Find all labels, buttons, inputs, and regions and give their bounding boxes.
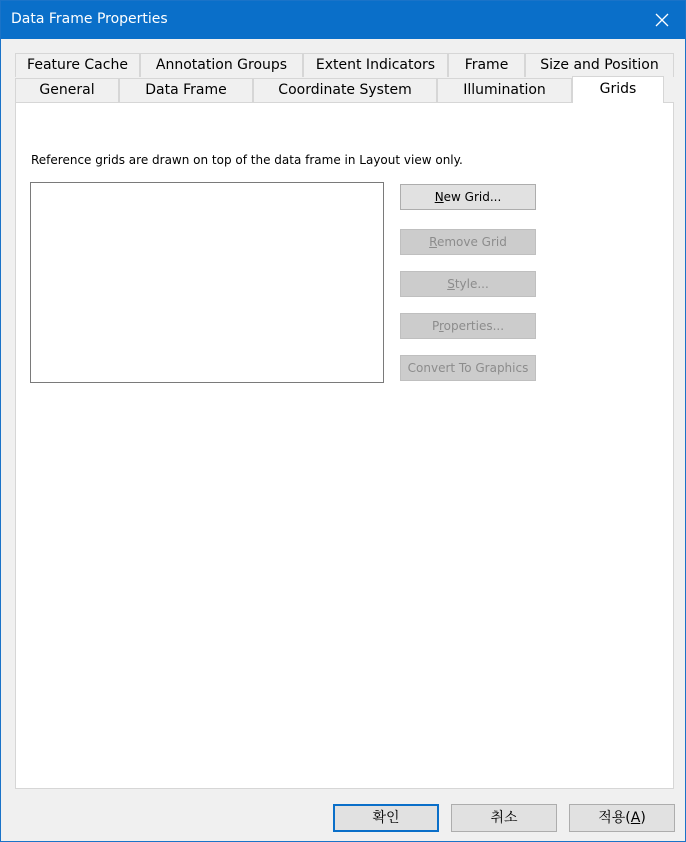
tab-illumination[interactable]: Illumination <box>437 78 572 102</box>
close-icon <box>655 13 669 27</box>
tab-size-and-position[interactable]: Size and Position <box>525 53 674 77</box>
window-title: Data Frame Properties <box>11 11 168 27</box>
new-grid-button[interactable]: New Grid... <box>400 184 536 210</box>
close-button[interactable] <box>639 1 685 39</box>
reference-grids-note: Reference grids are drawn on top of the data frame in Layout view only. <box>31 153 463 167</box>
tab-general[interactable]: General <box>15 78 119 102</box>
cancel-button[interactable]: 취소 <box>451 804 557 832</box>
remove-grid-button[interactable]: Remove Grid <box>400 229 536 255</box>
tab-annotation-groups[interactable]: Annotation Groups <box>140 53 303 77</box>
tab-coordinate-system[interactable]: Coordinate System <box>253 78 437 102</box>
tab-data-frame[interactable]: Data Frame <box>119 78 253 102</box>
grid-list[interactable] <box>30 182 384 383</box>
title-bar <box>1 1 685 39</box>
properties-button[interactable]: Properties... <box>400 313 536 339</box>
ok-button[interactable]: 확인 <box>333 804 439 832</box>
tab-extent-indicators[interactable]: Extent Indicators <box>303 53 448 77</box>
convert-to-graphics-button[interactable]: Convert To Graphics <box>400 355 536 381</box>
apply-button[interactable]: 적용(A) <box>569 804 675 832</box>
tab-feature-cache[interactable]: Feature Cache <box>15 53 140 77</box>
grids-panel <box>15 102 674 789</box>
style-button[interactable]: Style... <box>400 271 536 297</box>
tab-frame[interactable]: Frame <box>448 53 525 77</box>
tab-grids[interactable]: Grids <box>572 76 664 103</box>
